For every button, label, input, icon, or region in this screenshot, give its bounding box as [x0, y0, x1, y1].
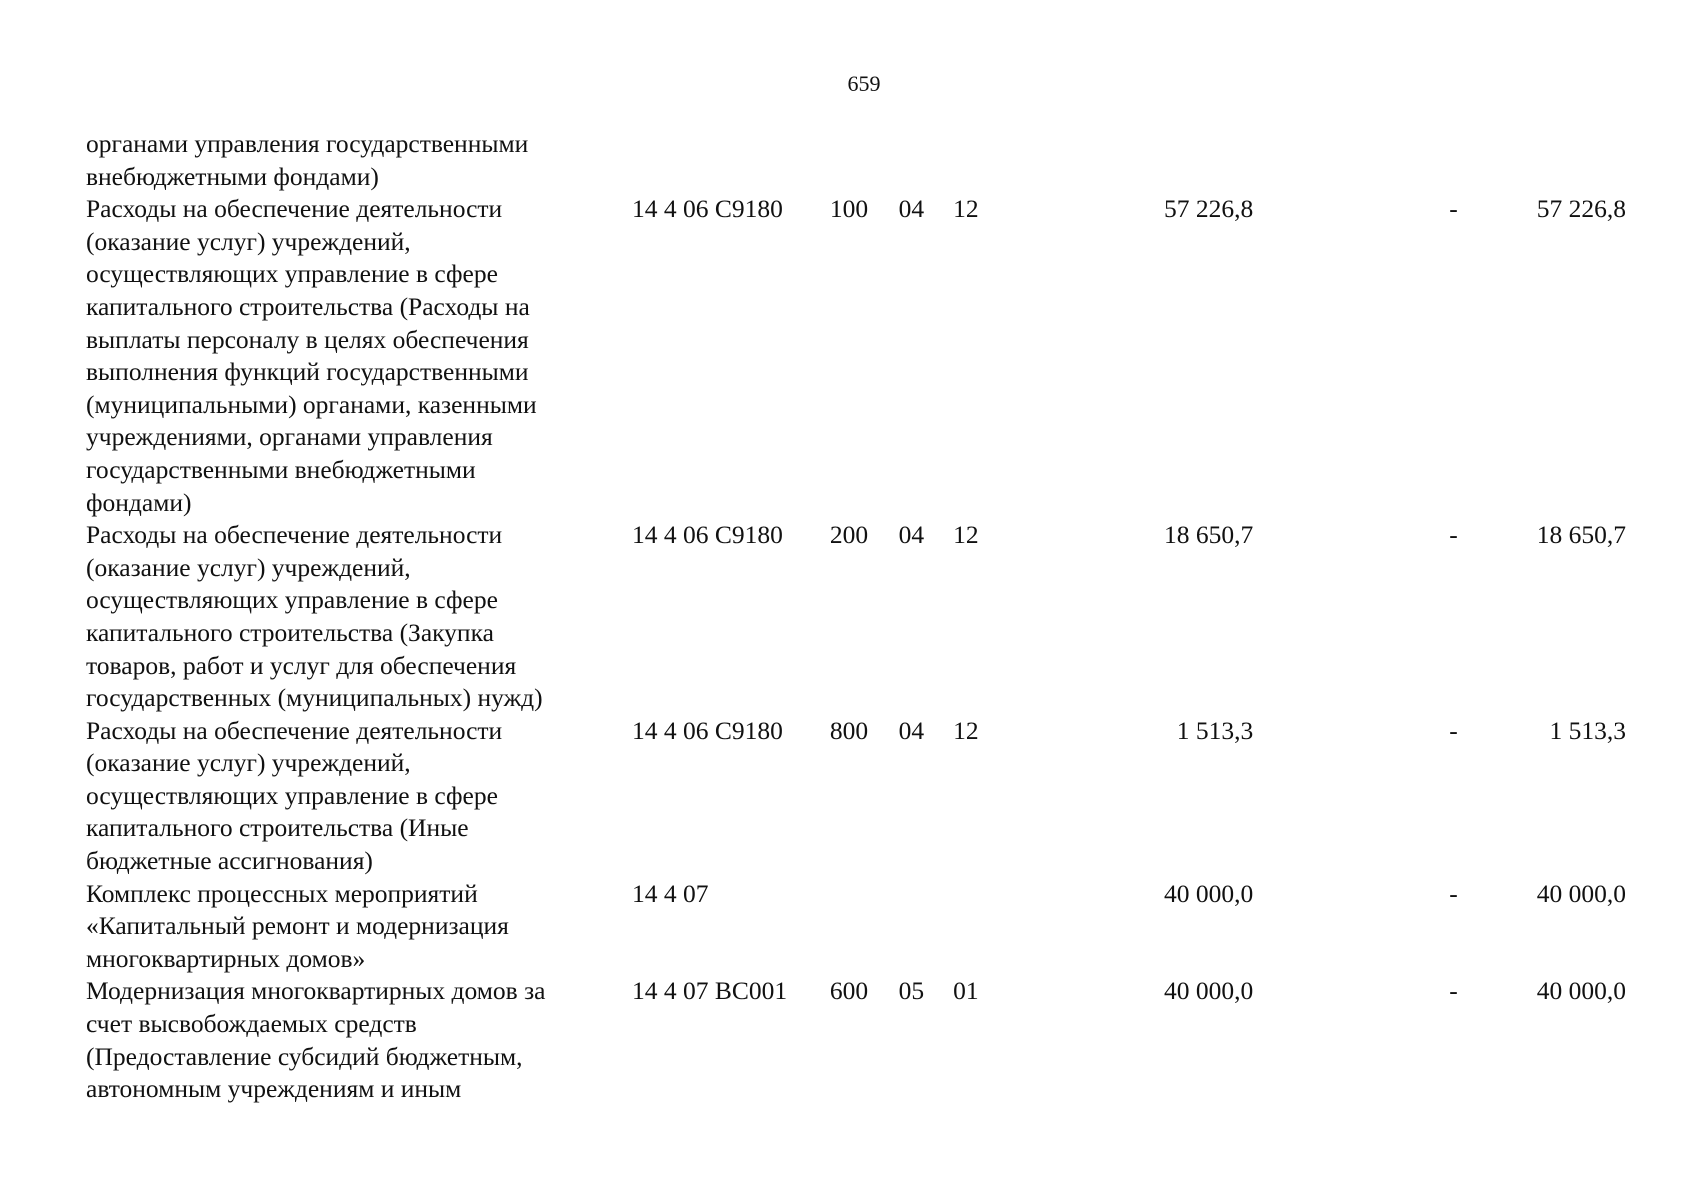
total: 1 513,3	[1549, 715, 1626, 745]
total: 40 000,0	[1536, 878, 1626, 908]
table-row	[86, 128, 1626, 193]
table-row	[86, 878, 1626, 976]
expense-name: Расходы на обеспечение деятельности (оказание услуг) учреждений, осуществляющих управление в сфере капитального строительства (Расходы на выплаты персоналу в целях обеспечения выполнения функций государственными (муниципальными) органами, казенными учреждениями, органами управления государственными внебюджетными фондами)	[86, 194, 537, 517]
target-article: 14 4 07 ВС001	[632, 976, 788, 1006]
change: -	[1449, 520, 1458, 550]
target-article: 14 4 06 С9180	[632, 520, 783, 550]
subsection-code: 12	[953, 520, 979, 550]
expense-type: 800	[829, 715, 869, 745]
total: 40 000,0	[1536, 976, 1626, 1006]
amount: 1 513,3	[1176, 715, 1254, 745]
subsection-code: 12	[953, 715, 979, 745]
expense-name: органами управления государственными внебюджетными фондами)	[86, 129, 529, 191]
amount: 57 226,8	[1164, 194, 1254, 224]
total: 18 650,7	[1536, 520, 1626, 550]
budget-table	[86, 128, 1626, 1106]
table-row	[86, 193, 1626, 519]
expense-name: Модернизация многоквартирных домов за счет высвобождаемых средств (Предоставление субсидий бюджетным, автономным учреждениям и иным	[86, 976, 546, 1104]
target-article: 14 4 06 С9180	[632, 194, 783, 224]
table-row	[86, 975, 1626, 1105]
section-code: 05	[898, 976, 925, 1006]
expense-name: Расходы на обеспечение деятельности (оказание услуг) учреждений, осуществляющих управление в сфере капитального строительства (Иные бюджетные ассигнования)	[86, 715, 503, 876]
subsection-code: 12	[953, 194, 979, 224]
change: -	[1449, 194, 1458, 224]
page-number: 659	[847, 71, 881, 96]
total: 57 226,8	[1536, 194, 1626, 224]
expense-name: Расходы на обеспечение деятельности (оказание услуг) учреждений, осуществляющих управление в сфере капитального строительства (Закупка товаров, работ и услуг для обеспечения государственных (муниципальных) нужд)	[86, 520, 543, 713]
expense-name: Комплекс процессных мероприятий «Капитальный ремонт и модернизация многоквартирных домов»	[86, 878, 509, 973]
subsection-code: 01	[953, 976, 979, 1006]
table-row	[86, 715, 1626, 878]
amount: 18 650,7	[1164, 520, 1254, 550]
expense-type: 100	[829, 194, 869, 224]
target-article: 14 4 07	[632, 878, 709, 908]
target-article: 14 4 06 С9180	[632, 715, 783, 745]
amount: 40 000,0	[1164, 976, 1254, 1006]
table-row	[86, 519, 1626, 715]
section-code: 04	[898, 715, 925, 745]
section-code: 04	[898, 520, 925, 550]
section-code: 04	[898, 194, 925, 224]
change: -	[1449, 976, 1458, 1006]
change: -	[1449, 715, 1458, 745]
expense-type: 200	[829, 520, 869, 550]
expense-type: 600	[829, 976, 869, 1006]
change: -	[1449, 878, 1458, 908]
amount: 40 000,0	[1164, 878, 1254, 908]
